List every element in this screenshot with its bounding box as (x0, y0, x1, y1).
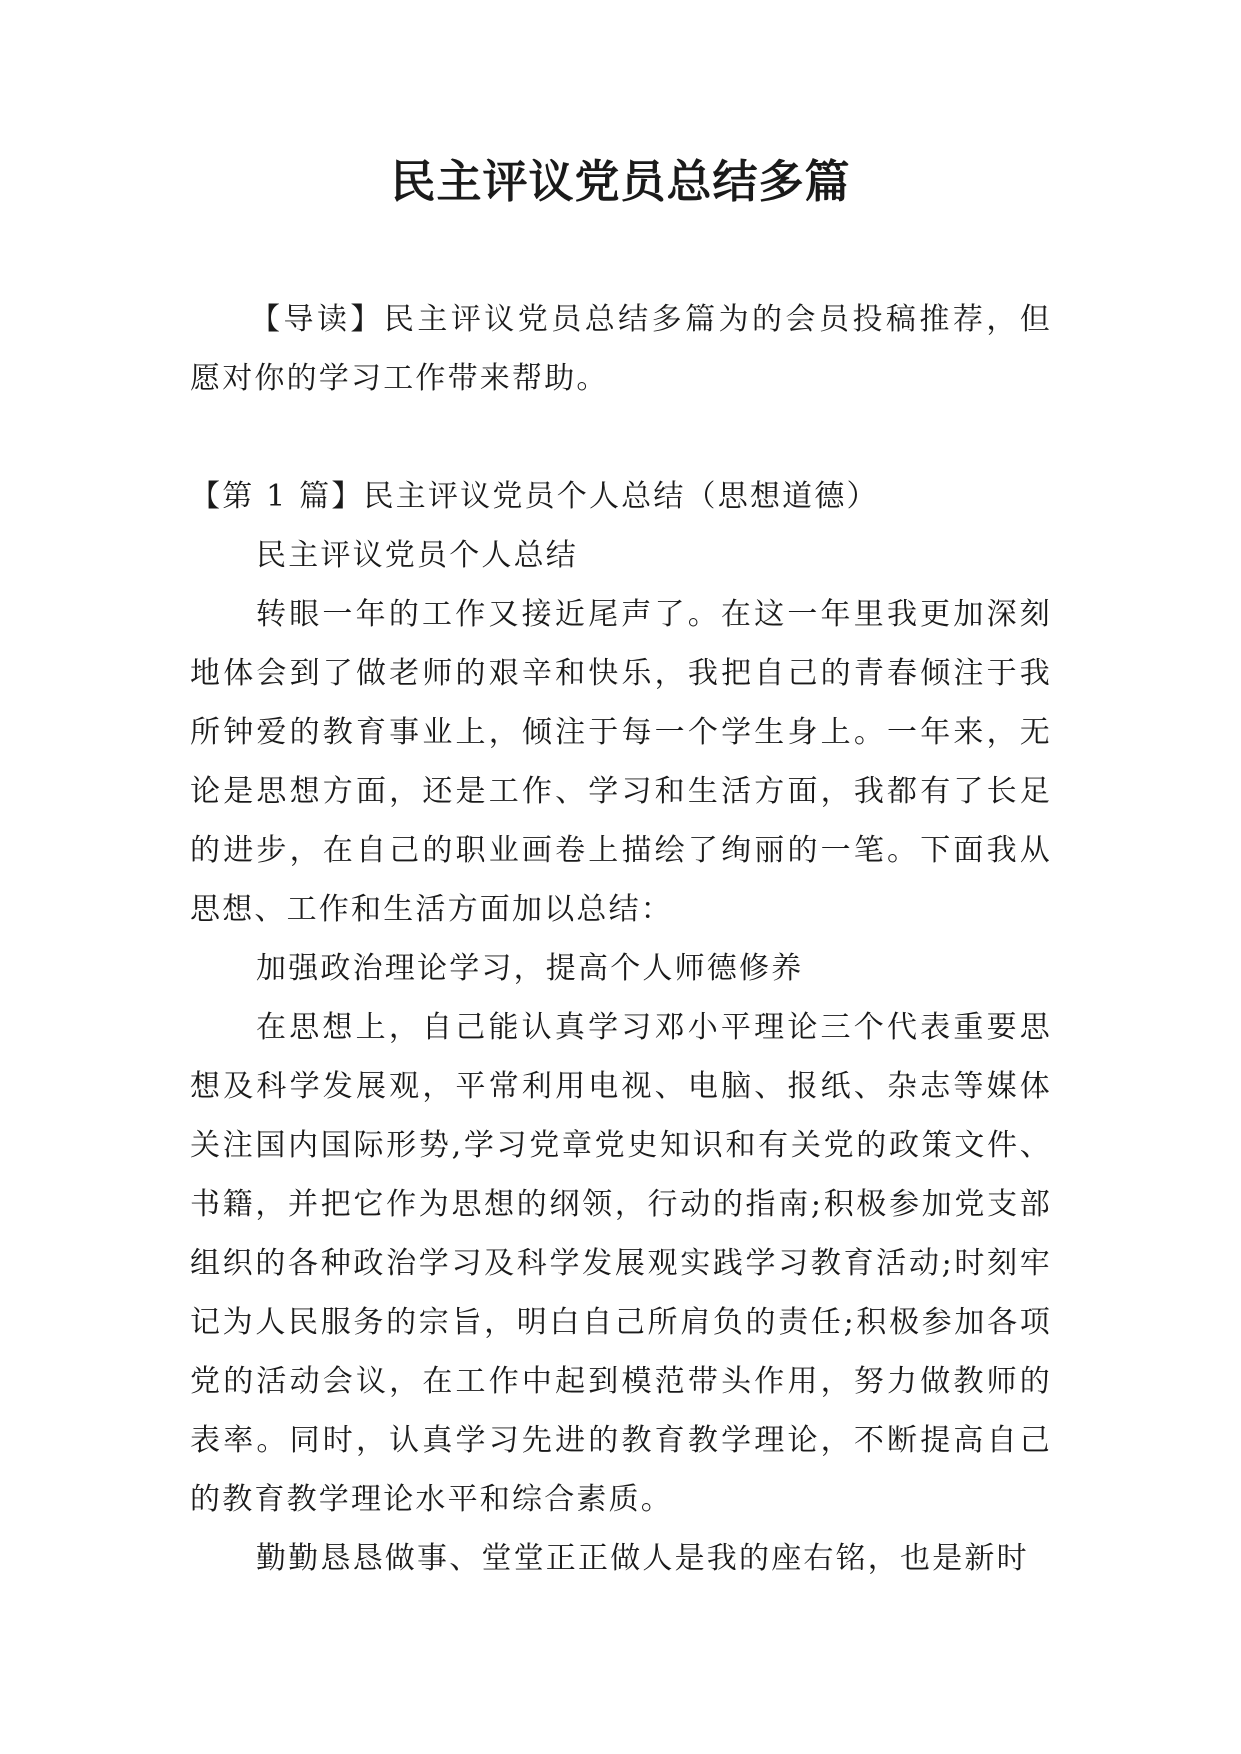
paragraph-2: 在思想上，自己能认真学习邓小平理论三个代表重要思想及科学发展观，平常利用电视、电脑、报纸、杂志等媒体关注国内国际形势,学习党章党史知识和有关党的政策文件、书籍，并把它作为思想的纲领，行动的指南;积极参加党支部组织的各种政治学习及科学发展观实践学习教育活动;时刻牢记为人民服务的宗旨，明白自己所肩负的责任;积极参加各项党的活动会议，在工作中起到模范带头作用，努力做教师的表率。同时，认真学习先进的教育教学理论，不断提高自己的教育教学理论水平和综合素质。 (190, 1010, 1052, 1517)
document-title: 民主评议党员总结多篇 (390, 155, 851, 208)
section-title: 【第 1 篇】民主评议党员个人总结（思想道德） (190, 479, 879, 514)
spacer (190, 408, 1052, 467)
paragraph-heading: 加强政治理论学习，提高个人师德修养 (256, 951, 804, 986)
intro-paragraph: 【导读】民主评议党员总结多篇为的会员投稿推荐，但愿对你的学习工作带来帮助。 (190, 302, 1052, 396)
document-body (190, 290, 1052, 1588)
paragraph-1: 转眼一年的工作又接近尾声了。在这一年里我更加深刻地体会到了做老师的艰辛和快乐，我把自己的青春倾注于我所钟爱的教育事业上，倾注于每一个学生身上。一年来，无论是思想方面，还是工作、学习和生活方面，我都有了长足的进步，在自己的职业画卷上描绘了绚丽的一笔。下面我从思想、工作和生活方面加以总结： (190, 597, 1052, 927)
paragraph-3: 勤勤恳恳做事、堂堂正正做人是我的座右铭，也是新时 (256, 1541, 1029, 1576)
paragraph-subtitle: 民主评议党员个人总结 (256, 538, 578, 573)
